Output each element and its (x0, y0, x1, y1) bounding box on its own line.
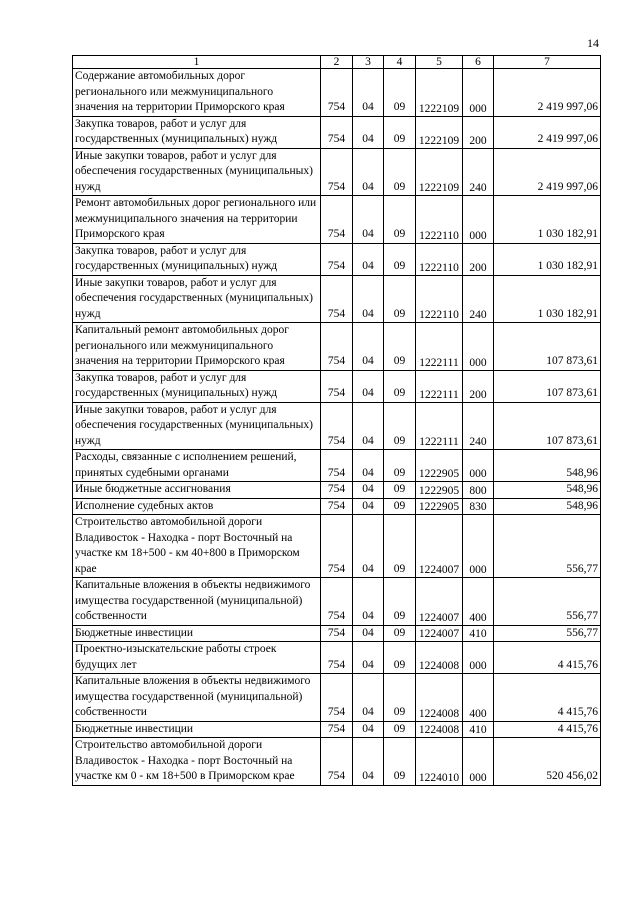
header-col-3: 3 (353, 56, 384, 69)
row-name-cell: Иные закупки товаров, работ и услуг для обеспечения государственных (муниципальных) нужд (73, 402, 321, 450)
row-code-4-cell: 09 (384, 642, 416, 674)
row-code-4-cell: 09 (384, 243, 416, 275)
row-amount-cell: 1 030 182,91 (494, 196, 601, 244)
row-name-cell: Бюджетные инвестиции (73, 721, 321, 738)
row-target-article-cell: 1222905 (416, 498, 463, 515)
row-target-article-cell: 1222109 (416, 116, 463, 148)
table-row (73, 116, 601, 148)
row-amount-cell: 107 873,61 (494, 402, 601, 450)
row-name-cell: Иные закупки товаров, работ и услуг для обеспечения государственных (муниципальных) нужд (73, 148, 321, 196)
table-row (73, 515, 601, 578)
row-code-3-cell: 04 (353, 450, 384, 482)
row-name-cell: Проектно-изыскательские работы строек будущих лет (73, 642, 321, 674)
table-row (73, 243, 601, 275)
row-name-cell: Иные закупки товаров, работ и услуг для обеспечения государственных (муниципальных) нужд (73, 275, 321, 323)
row-code-2-cell: 754 (321, 642, 353, 674)
row-amount-cell: 556,77 (494, 578, 601, 626)
row-amount-cell: 548,96 (494, 498, 601, 515)
row-code-2-cell: 754 (321, 370, 353, 402)
row-name-cell: Содержание автомобильных дорог регионального или межмуниципального значения на территории Приморского края (73, 69, 321, 117)
row-target-article-cell: 1222110 (416, 275, 463, 323)
row-expense-type-cell: 400 (463, 578, 494, 626)
row-expense-type-cell: 000 (463, 738, 494, 786)
row-code-3-cell: 04 (353, 275, 384, 323)
row-amount-cell: 2 419 997,06 (494, 116, 601, 148)
row-expense-type-cell: 000 (463, 69, 494, 117)
table-header-row (73, 56, 601, 69)
header-col-6: 6 (463, 56, 494, 69)
row-expense-type-cell: 000 (463, 515, 494, 578)
row-code-4-cell: 09 (384, 515, 416, 578)
table-row (73, 498, 601, 515)
row-code-4-cell: 09 (384, 674, 416, 722)
row-target-article-cell: 1224008 (416, 674, 463, 722)
row-code-4-cell: 09 (384, 498, 416, 515)
row-code-3-cell: 04 (353, 482, 384, 499)
row-amount-cell: 548,96 (494, 450, 601, 482)
row-expense-type-cell: 000 (463, 323, 494, 371)
row-code-2-cell: 754 (321, 482, 353, 499)
row-amount-cell: 548,96 (494, 482, 601, 499)
row-code-3-cell: 04 (353, 498, 384, 515)
row-amount-cell: 107 873,61 (494, 370, 601, 402)
row-code-2-cell: 754 (321, 578, 353, 626)
row-name-cell: Закупка товаров, работ и услуг для государственных (муниципальных) нужд (73, 370, 321, 402)
row-code-4-cell: 09 (384, 482, 416, 499)
row-target-article-cell: 1224008 (416, 642, 463, 674)
row-target-article-cell: 1224010 (416, 738, 463, 786)
table-row (73, 738, 601, 786)
header-col-5: 5 (416, 56, 463, 69)
row-expense-type-cell: 400 (463, 674, 494, 722)
row-code-4-cell: 09 (384, 275, 416, 323)
row-code-2-cell: 754 (321, 450, 353, 482)
row-name-cell: Закупка товаров, работ и услуг для государственных (муниципальных) нужд (73, 116, 321, 148)
row-expense-type-cell: 240 (463, 275, 494, 323)
row-expense-type-cell: 240 (463, 402, 494, 450)
row-target-article-cell: 1222110 (416, 196, 463, 244)
table-row (73, 578, 601, 626)
row-name-cell: Строительство автомобильной дороги Владивосток - Находка - порт Восточный на участке км 18+500 - км 40+800 в Приморском крае (73, 515, 321, 578)
row-code-3-cell: 04 (353, 116, 384, 148)
row-amount-cell: 556,77 (494, 625, 601, 642)
row-expense-type-cell: 240 (463, 148, 494, 196)
row-target-article-cell: 1224007 (416, 625, 463, 642)
table-row (73, 625, 601, 642)
row-code-4-cell: 09 (384, 450, 416, 482)
row-target-article-cell: 1222905 (416, 482, 463, 499)
row-name-cell: Бюджетные инвестиции (73, 625, 321, 642)
row-code-4-cell: 09 (384, 196, 416, 244)
row-code-4-cell: 09 (384, 578, 416, 626)
row-code-3-cell: 04 (353, 323, 384, 371)
table-row (73, 69, 601, 117)
row-expense-type-cell: 200 (463, 243, 494, 275)
row-name-cell: Ремонт автомобильных дорог регионального или межмуниципального значения на территории Приморского края (73, 196, 321, 244)
row-expense-type-cell: 410 (463, 625, 494, 642)
row-code-3-cell: 04 (353, 625, 384, 642)
row-code-3-cell: 04 (353, 642, 384, 674)
row-amount-cell: 1 030 182,91 (494, 275, 601, 323)
row-expense-type-cell: 800 (463, 482, 494, 499)
row-code-4-cell: 09 (384, 738, 416, 786)
header-col-7: 7 (494, 56, 601, 69)
row-code-3-cell: 04 (353, 738, 384, 786)
row-name-cell: Иные бюджетные ассигнования (73, 482, 321, 499)
header-col-4: 4 (384, 56, 416, 69)
row-code-4-cell: 09 (384, 370, 416, 402)
row-target-article-cell: 1224008 (416, 721, 463, 738)
row-code-3-cell: 04 (353, 578, 384, 626)
header-col-2: 2 (321, 56, 353, 69)
row-name-cell: Закупка товаров, работ и услуг для государственных (муниципальных) нужд (73, 243, 321, 275)
row-expense-type-cell: 200 (463, 116, 494, 148)
row-amount-cell: 4 415,76 (494, 642, 601, 674)
row-code-4-cell: 09 (384, 69, 416, 117)
row-code-3-cell: 04 (353, 243, 384, 275)
row-expense-type-cell: 410 (463, 721, 494, 738)
row-target-article-cell: 1222905 (416, 450, 463, 482)
row-code-2-cell: 754 (321, 625, 353, 642)
row-code-4-cell: 09 (384, 402, 416, 450)
page-number: 14 (587, 36, 599, 50)
row-code-3-cell: 04 (353, 402, 384, 450)
row-target-article-cell: 1224007 (416, 578, 463, 626)
row-code-2-cell: 754 (321, 69, 353, 117)
row-code-4-cell: 09 (384, 116, 416, 148)
row-code-2-cell: 754 (321, 674, 353, 722)
row-expense-type-cell: 000 (463, 642, 494, 674)
row-code-2-cell: 754 (321, 196, 353, 244)
row-amount-cell: 520 456,02 (494, 738, 601, 786)
row-code-3-cell: 04 (353, 721, 384, 738)
row-target-article-cell: 1222109 (416, 69, 463, 117)
table-row (73, 196, 601, 244)
table-row (73, 450, 601, 482)
table-row (73, 370, 601, 402)
row-code-2-cell: 754 (321, 738, 353, 786)
row-code-2-cell: 754 (321, 148, 353, 196)
row-amount-cell: 1 030 182,91 (494, 243, 601, 275)
row-code-4-cell: 09 (384, 323, 416, 371)
row-expense-type-cell: 830 (463, 498, 494, 515)
row-name-cell: Строительство автомобильной дороги Владивосток - Находка - порт Восточный на участке км 0 - км 18+500 в Приморском крае (73, 738, 321, 786)
table-row (73, 402, 601, 450)
row-amount-cell: 107 873,61 (494, 323, 601, 371)
table-row (73, 482, 601, 499)
row-code-3-cell: 04 (353, 370, 384, 402)
table-body (73, 69, 601, 786)
row-code-2-cell: 754 (321, 243, 353, 275)
row-code-2-cell: 754 (321, 116, 353, 148)
table-row (73, 674, 601, 722)
row-code-2-cell: 754 (321, 402, 353, 450)
row-target-article-cell: 1224007 (416, 515, 463, 578)
table-row (73, 642, 601, 674)
row-code-4-cell: 09 (384, 721, 416, 738)
row-expense-type-cell: 000 (463, 450, 494, 482)
row-code-3-cell: 04 (353, 196, 384, 244)
row-code-2-cell: 754 (321, 323, 353, 371)
table-row (73, 721, 601, 738)
table-row (73, 148, 601, 196)
row-target-article-cell: 1222111 (416, 323, 463, 371)
row-name-cell: Капитальные вложения в объекты недвижимого имущества государственной (муниципальной) собственности (73, 674, 321, 722)
row-amount-cell: 4 415,76 (494, 674, 601, 722)
row-code-3-cell: 04 (353, 515, 384, 578)
row-target-article-cell: 1222109 (416, 148, 463, 196)
row-target-article-cell: 1222111 (416, 402, 463, 450)
row-amount-cell: 2 419 997,06 (494, 69, 601, 117)
row-code-2-cell: 754 (321, 498, 353, 515)
row-name-cell: Расходы, связанные с исполнением решений, принятых судебными органами (73, 450, 321, 482)
row-name-cell: Капитальный ремонт автомобильных дорог регионального или межмуниципального значения на территории Приморского края (73, 323, 321, 371)
table-row (73, 275, 601, 323)
row-expense-type-cell: 200 (463, 370, 494, 402)
row-code-4-cell: 09 (384, 148, 416, 196)
budget-table (72, 55, 601, 786)
row-target-article-cell: 1222111 (416, 370, 463, 402)
row-code-4-cell: 09 (384, 625, 416, 642)
row-code-2-cell: 754 (321, 721, 353, 738)
row-code-3-cell: 04 (353, 69, 384, 117)
header-col-1: 1 (73, 56, 321, 69)
row-amount-cell: 2 419 997,06 (494, 148, 601, 196)
row-code-3-cell: 04 (353, 148, 384, 196)
row-code-2-cell: 754 (321, 515, 353, 578)
row-name-cell: Капитальные вложения в объекты недвижимого имущества государственной (муниципальной) собственности (73, 578, 321, 626)
row-name-cell: Исполнение судебных актов (73, 498, 321, 515)
row-code-3-cell: 04 (353, 674, 384, 722)
row-amount-cell: 4 415,76 (494, 721, 601, 738)
table-row (73, 323, 601, 371)
row-target-article-cell: 1222110 (416, 243, 463, 275)
row-expense-type-cell: 000 (463, 196, 494, 244)
row-code-2-cell: 754 (321, 275, 353, 323)
row-amount-cell: 556,77 (494, 515, 601, 578)
